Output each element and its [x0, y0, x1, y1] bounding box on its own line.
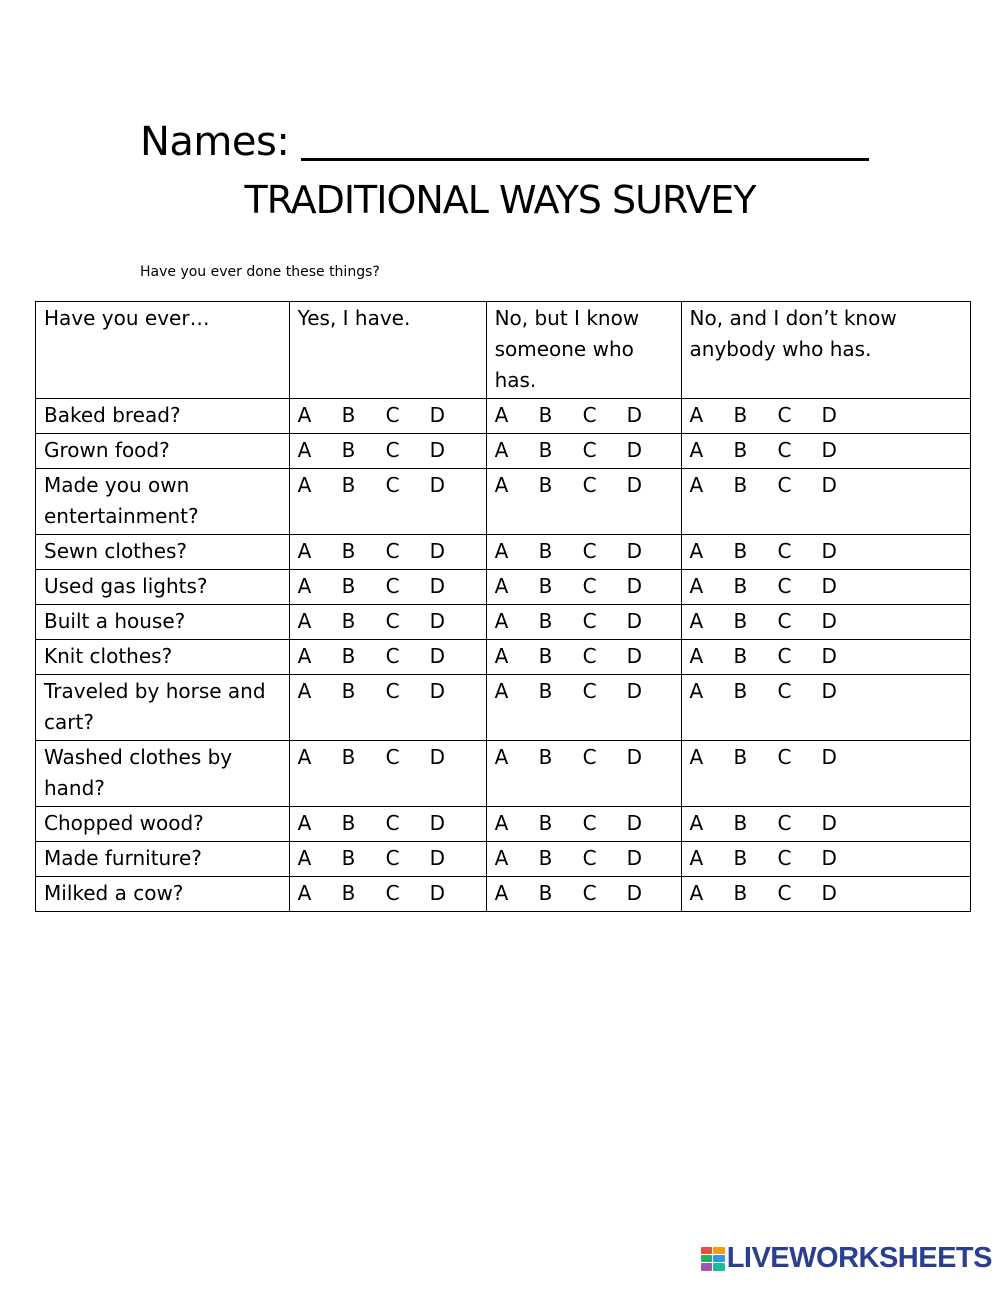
answer-know-someone-cell	[486, 570, 681, 605]
answer-know-someone-cell	[486, 469, 681, 535]
answer-dont-know-cell	[681, 640, 970, 675]
option-d[interactable]: D	[429, 574, 446, 598]
option-c[interactable]: C	[582, 811, 597, 835]
option-a[interactable]: A	[494, 811, 509, 835]
option-b[interactable]: B	[733, 438, 748, 462]
question-cell: Used gas lights?	[36, 570, 290, 605]
option-d[interactable]: D	[821, 574, 837, 598]
answer-yes-cell	[289, 842, 486, 877]
option-c[interactable]: C	[777, 539, 792, 563]
option-c[interactable]: C	[777, 609, 792, 633]
option-d[interactable]: D	[626, 438, 642, 462]
option-d[interactable]: D	[429, 473, 446, 497]
option-a[interactable]: A	[297, 745, 312, 769]
option-b[interactable]: B	[341, 679, 356, 703]
question-cell: Washed clothes by hand?	[36, 741, 290, 807]
table-row	[36, 570, 971, 605]
option-c[interactable]: C	[385, 811, 400, 835]
option-a[interactable]: A	[297, 574, 312, 598]
option-b[interactable]: B	[538, 811, 553, 835]
answer-yes-cell	[289, 535, 486, 570]
option-d[interactable]: D	[821, 745, 837, 769]
option-a[interactable]: A	[494, 438, 509, 462]
option-c[interactable]: C	[582, 574, 597, 598]
answer-know-someone-cell	[486, 675, 681, 741]
option-d[interactable]: D	[429, 881, 446, 905]
option-d[interactable]: D	[626, 403, 642, 427]
option-b[interactable]: B	[341, 881, 356, 905]
logo-mark-square	[713, 1263, 725, 1270]
answer-know-someone-cell	[486, 842, 681, 877]
survey-title: TRADITIONAL WAYS SURVEY	[244, 178, 756, 222]
option-d[interactable]: D	[626, 846, 642, 870]
option-c[interactable]: C	[582, 609, 597, 633]
option-c[interactable]: C	[385, 679, 400, 703]
option-a[interactable]: A	[494, 846, 509, 870]
table-row	[36, 535, 971, 570]
answer-dont-know-cell	[681, 570, 970, 605]
option-d[interactable]: D	[821, 438, 837, 462]
option-c[interactable]: C	[777, 846, 792, 870]
option-a[interactable]: A	[689, 745, 704, 769]
option-c[interactable]: C	[777, 679, 792, 703]
table-row	[36, 469, 971, 535]
option-b[interactable]: B	[341, 539, 356, 563]
option-c[interactable]: C	[385, 403, 400, 427]
column-header-yes: Yes, I have.	[289, 302, 486, 399]
answer-dont-know-cell	[681, 877, 970, 912]
option-a[interactable]: A	[689, 679, 704, 703]
option-c[interactable]: C	[777, 811, 792, 835]
answer-dont-know-cell	[681, 807, 970, 842]
option-c[interactable]: C	[385, 473, 400, 497]
answer-yes-cell	[289, 675, 486, 741]
option-b[interactable]: B	[538, 539, 553, 563]
column-header-question: Have you ever…	[36, 302, 290, 399]
answer-dont-know-cell	[681, 675, 970, 741]
answer-yes-cell	[289, 399, 486, 434]
option-d[interactable]: D	[821, 679, 837, 703]
option-a[interactable]: A	[494, 644, 509, 668]
column-header-dont-know: No, and I don’t know anybody who has.	[681, 302, 970, 399]
table-row	[36, 842, 971, 877]
option-a[interactable]: A	[689, 644, 704, 668]
option-d[interactable]: D	[626, 609, 642, 633]
option-a[interactable]: A	[689, 403, 704, 427]
option-b[interactable]: B	[538, 609, 553, 633]
option-d[interactable]: D	[821, 644, 837, 668]
table-row	[36, 434, 971, 469]
names-blank-line[interactable]	[301, 118, 869, 161]
table-header-row	[36, 302, 971, 399]
option-a[interactable]: A	[297, 846, 312, 870]
answer-know-someone-cell	[486, 741, 681, 807]
option-a[interactable]: A	[689, 609, 704, 633]
option-c[interactable]: C	[582, 644, 597, 668]
option-b[interactable]: B	[538, 644, 553, 668]
option-c[interactable]: C	[777, 403, 792, 427]
column-header-know-someone: No, but I know someone who has.	[486, 302, 681, 399]
option-b[interactable]: B	[538, 403, 553, 427]
option-a[interactable]: A	[297, 473, 312, 497]
table-row	[36, 807, 971, 842]
question-cell: Made furniture?	[36, 842, 290, 877]
option-d[interactable]: D	[821, 881, 837, 905]
names-label: Names:	[140, 119, 290, 165]
option-b[interactable]: B	[341, 609, 356, 633]
option-d[interactable]: D	[429, 846, 446, 870]
option-c[interactable]: C	[582, 846, 597, 870]
option-c[interactable]: C	[385, 609, 400, 633]
option-b[interactable]: B	[733, 403, 748, 427]
logo-mark-square	[713, 1255, 725, 1262]
option-a[interactable]: A	[689, 438, 704, 462]
option-d[interactable]: D	[429, 745, 446, 769]
option-b[interactable]: B	[733, 881, 748, 905]
liveworksheets-logo	[701, 1242, 992, 1275]
option-c[interactable]: C	[582, 881, 597, 905]
option-b[interactable]: B	[341, 438, 356, 462]
option-d[interactable]: D	[626, 644, 642, 668]
option-a[interactable]: A	[494, 679, 509, 703]
option-b[interactable]: B	[538, 745, 553, 769]
option-c[interactable]: C	[385, 846, 400, 870]
option-c[interactable]: C	[385, 539, 400, 563]
option-b[interactable]: B	[538, 846, 553, 870]
question-cell: Sewn clothes?	[36, 535, 290, 570]
survey-table-body	[36, 399, 971, 912]
option-b[interactable]: B	[538, 438, 553, 462]
logo-mark-icon	[701, 1247, 725, 1271]
option-b[interactable]: B	[538, 679, 553, 703]
option-c[interactable]: C	[777, 881, 792, 905]
option-d[interactable]: D	[626, 574, 642, 598]
table-row	[36, 399, 971, 434]
option-d[interactable]: D	[626, 811, 642, 835]
option-c[interactable]: C	[777, 574, 792, 598]
survey-table	[35, 301, 971, 912]
option-d[interactable]: D	[429, 539, 446, 563]
answer-know-someone-cell	[486, 535, 681, 570]
answer-dont-know-cell	[681, 399, 970, 434]
option-d[interactable]: D	[821, 811, 837, 835]
answer-yes-cell	[289, 877, 486, 912]
option-b[interactable]: B	[733, 745, 748, 769]
option-a[interactable]: A	[494, 539, 509, 563]
option-d[interactable]: D	[626, 539, 642, 563]
logo-mark-square	[713, 1247, 725, 1254]
table-row	[36, 605, 971, 640]
answer-yes-cell	[289, 640, 486, 675]
answer-dont-know-cell	[681, 434, 970, 469]
question-cell: Made you own entertainment?	[36, 469, 290, 535]
option-b[interactable]: B	[341, 644, 356, 668]
option-a[interactable]: A	[689, 881, 704, 905]
option-a[interactable]: A	[494, 473, 509, 497]
names-field	[140, 118, 869, 165]
answer-yes-cell	[289, 434, 486, 469]
answer-dont-know-cell	[681, 535, 970, 570]
option-d[interactable]: D	[429, 609, 446, 633]
option-c[interactable]: C	[582, 403, 597, 427]
option-c[interactable]: C	[777, 745, 792, 769]
question-cell: Milked a cow?	[36, 877, 290, 912]
option-d[interactable]: D	[626, 679, 642, 703]
option-d[interactable]: D	[429, 403, 446, 427]
answer-yes-cell	[289, 741, 486, 807]
option-a[interactable]: A	[689, 539, 704, 563]
option-b[interactable]: B	[733, 574, 748, 598]
option-d[interactable]: D	[429, 438, 446, 462]
option-a[interactable]: A	[297, 609, 312, 633]
option-a[interactable]: A	[297, 881, 312, 905]
option-b[interactable]: B	[733, 644, 748, 668]
option-c[interactable]: C	[385, 438, 400, 462]
option-d[interactable]: D	[626, 881, 642, 905]
option-b[interactable]: B	[341, 811, 356, 835]
option-c[interactable]: C	[385, 574, 400, 598]
option-b[interactable]: B	[341, 403, 356, 427]
option-a[interactable]: A	[494, 745, 509, 769]
answer-dont-know-cell	[681, 741, 970, 807]
option-b[interactable]: B	[733, 473, 748, 497]
answer-know-someone-cell	[486, 807, 681, 842]
answer-know-someone-cell	[486, 434, 681, 469]
option-b[interactable]: B	[733, 846, 748, 870]
option-b[interactable]: B	[341, 846, 356, 870]
question-cell: Baked bread?	[36, 399, 290, 434]
option-a[interactable]: A	[494, 574, 509, 598]
option-d[interactable]: D	[821, 846, 837, 870]
logo-mark-square	[701, 1255, 713, 1262]
option-b[interactable]: B	[538, 574, 553, 598]
table-row	[36, 675, 971, 741]
option-b[interactable]: B	[733, 609, 748, 633]
option-a[interactable]: A	[689, 574, 704, 598]
option-b[interactable]: B	[538, 473, 553, 497]
answer-yes-cell	[289, 570, 486, 605]
option-a[interactable]: A	[494, 609, 509, 633]
option-b[interactable]: B	[733, 539, 748, 563]
table-row	[36, 741, 971, 807]
answer-dont-know-cell	[681, 469, 970, 535]
answer-know-someone-cell	[486, 877, 681, 912]
logo-mark-square	[701, 1247, 713, 1254]
option-b[interactable]: B	[538, 881, 553, 905]
answer-know-someone-cell	[486, 399, 681, 434]
answer-yes-cell	[289, 469, 486, 535]
option-b[interactable]: B	[341, 473, 356, 497]
option-d[interactable]: D	[429, 811, 446, 835]
option-c[interactable]: C	[777, 438, 792, 462]
answer-dont-know-cell	[681, 842, 970, 877]
option-c[interactable]: C	[385, 881, 400, 905]
option-d[interactable]: D	[429, 679, 446, 703]
instruction-text: Have you ever done these things?	[140, 264, 380, 280]
option-c[interactable]: C	[582, 473, 597, 497]
question-cell: Knit clothes?	[36, 640, 290, 675]
logo-mark-square	[701, 1263, 713, 1270]
question-cell: Traveled by horse and cart?	[36, 675, 290, 741]
option-c[interactable]: C	[777, 473, 792, 497]
table-row	[36, 877, 971, 912]
option-d[interactable]: D	[626, 745, 642, 769]
option-b[interactable]: B	[733, 811, 748, 835]
option-a[interactable]: A	[689, 473, 704, 497]
option-a[interactable]: A	[689, 846, 704, 870]
option-c[interactable]: C	[582, 539, 597, 563]
option-a[interactable]: A	[297, 438, 312, 462]
option-b[interactable]: B	[341, 745, 356, 769]
option-c[interactable]: C	[385, 644, 400, 668]
option-a[interactable]: A	[297, 403, 312, 427]
option-d[interactable]: D	[821, 609, 837, 633]
option-d[interactable]: D	[821, 539, 837, 563]
option-b[interactable]: B	[341, 574, 356, 598]
option-a[interactable]: A	[297, 644, 312, 668]
answer-dont-know-cell	[681, 605, 970, 640]
answer-know-someone-cell	[486, 605, 681, 640]
option-a[interactable]: A	[297, 679, 312, 703]
option-c[interactable]: C	[582, 438, 597, 462]
table-row	[36, 640, 971, 675]
answer-yes-cell	[289, 807, 486, 842]
option-d[interactable]: D	[626, 473, 642, 497]
option-c[interactable]: C	[385, 745, 400, 769]
option-d[interactable]: D	[429, 644, 446, 668]
option-c[interactable]: C	[777, 644, 792, 668]
option-a[interactable]: A	[297, 811, 312, 835]
logo-text: LIVEWORKSHEETS	[726, 1242, 992, 1274]
answer-know-someone-cell	[486, 640, 681, 675]
option-c[interactable]: C	[582, 745, 597, 769]
option-a[interactable]: A	[494, 881, 509, 905]
option-b[interactable]: B	[733, 679, 748, 703]
option-a[interactable]: A	[689, 811, 704, 835]
question-cell: Built a house?	[36, 605, 290, 640]
option-a[interactable]: A	[297, 539, 312, 563]
question-cell: Grown food?	[36, 434, 290, 469]
option-d[interactable]: D	[821, 403, 837, 427]
option-a[interactable]: A	[494, 403, 509, 427]
option-d[interactable]: D	[821, 473, 837, 497]
answer-yes-cell	[289, 605, 486, 640]
option-c[interactable]: C	[582, 679, 597, 703]
question-cell: Chopped wood?	[36, 807, 290, 842]
